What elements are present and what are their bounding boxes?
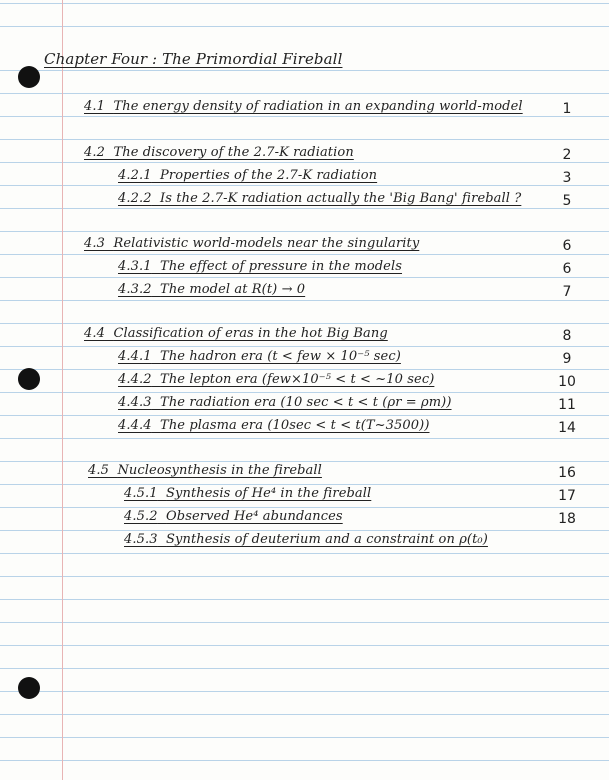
section-number: 4.3.1 [118,259,152,274]
toc-entry [124,532,488,547]
punch-hole [18,677,40,699]
section-title: Properties of the 2.7-K radiation [160,168,378,183]
page-number: 10 [558,374,576,390]
section-title: Classification of eras in the hot Big Bang [113,326,388,341]
toc-entry [84,99,523,114]
section-number: 4.4 [84,326,105,341]
section-title: The energy density of radiation in an expanding world-model [113,99,523,114]
page-number: 6 [562,238,572,254]
section-title: Observed He⁴ abundances [166,509,343,524]
section-title: Nucleosynthesis in the fireball [117,463,322,478]
page-number: 6 [562,261,572,277]
toc-entry [88,463,322,478]
section-title: The radiation era (10 sec < t < t (ρr = ρm)) [160,395,452,410]
section-number: 4.2 [84,145,105,160]
section-number: 4.4.2 [118,372,152,387]
page-number: 9 [562,351,572,367]
section-number: 4.5 [88,463,109,478]
section-number: 4.4.4 [118,418,152,433]
section-title: The hadron era (t < few × 10⁻⁵ sec) [160,349,401,364]
section-number: 4.4.1 [118,349,152,364]
chapter-title: Chapter Four : The Primordial Fireball [44,50,343,68]
section-title: Is the 2.7-K radiation actually the 'Big Bang' fireball ? [160,191,522,206]
section-number: 4.1 [84,99,105,114]
section-title: The model at R(t) → 0 [160,282,306,297]
toc-entry [84,236,419,251]
page-number: 2 [562,147,572,163]
section-title: The plasma era (10sec < t < t(T~3500)) [160,418,430,433]
toc-entry [124,486,371,501]
toc-entry [84,326,388,341]
section-title: Synthesis of deuterium and a constraint on ρ(t₀) [166,532,488,547]
toc-entry [118,259,402,274]
page-number: 5 [562,193,572,209]
section-title: Relativistic world-models near the singularity [113,236,420,251]
toc-entry [124,509,343,524]
toc-entry [118,372,434,387]
page-number: 8 [562,328,572,344]
toc-entry [84,145,354,160]
page-number: 16 [558,465,576,481]
toc-entry [118,191,521,206]
toc-entry [118,168,377,183]
section-number: 4.3.2 [118,282,152,297]
section-number: 4.2.1 [118,168,152,183]
page-number: 18 [558,511,576,527]
section-title: The discovery of the 2.7-K radiation [113,145,354,160]
toc-entry [118,349,401,364]
section-number: 4.3 [84,236,105,251]
section-title: The effect of pressure in the models [160,259,403,274]
margin-line [62,0,63,780]
page-number: 14 [558,420,576,436]
page-number: 17 [558,488,576,504]
page-number: 1 [562,101,572,117]
page-number: 3 [562,170,572,186]
toc-entry [118,418,430,433]
page-number: 11 [558,397,576,413]
toc-entry [118,282,305,297]
section-title: Synthesis of He⁴ in the fireball [166,486,372,501]
punch-hole [18,66,40,88]
section-title: The lepton era (few×10⁻⁵ < t < ~10 sec) [160,372,435,387]
section-number: 4.2.2 [118,191,152,206]
section-number: 4.5.3 [124,532,158,547]
section-number: 4.5.1 [124,486,158,501]
section-number: 4.4.3 [118,395,152,410]
punch-hole [18,368,40,390]
toc-entry [118,395,452,410]
section-number: 4.5.2 [124,509,158,524]
page-number: 7 [562,284,572,300]
